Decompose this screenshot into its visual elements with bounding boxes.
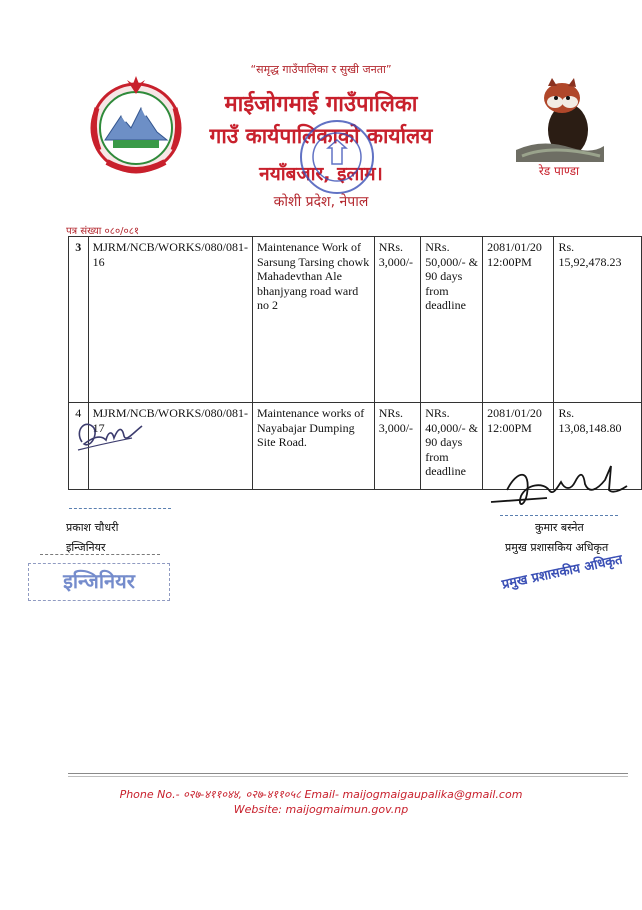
work-description: Maintenance Work of Sarsung Tarsing chowk Mahadevthan Ale bhanjyang road ward no 2 (252, 237, 374, 403)
engineer-name: प्रकाश चौधरी (66, 521, 119, 534)
officer-signature (487, 460, 629, 518)
engineer-title: इन्जिनियर (66, 541, 106, 554)
engineer-signature (72, 412, 148, 460)
motto: “समृद्ध गाउँपालिका र सुखी जनता” (250, 63, 392, 76)
signature-line (500, 515, 618, 516)
office-seal-stamp (298, 118, 376, 196)
submission-deadline: 2081/01/20 12:00PM (483, 403, 554, 490)
officer-title: प्रमुख प्रशासकिय अधिकृत (505, 541, 609, 554)
submission-deadline: 2081/01/20 12:00PM (483, 237, 554, 403)
contract-code: MJRM/NCB/WORKS/080/081-17 (88, 403, 252, 490)
bid-fee: NRs. 3,000/- (374, 403, 421, 490)
cost-estimate: Rs. 13,08,148.80 (554, 403, 642, 490)
work-description: Maintenance works of Nayabajar Dumping Site Road. (252, 403, 374, 490)
cost-estimate: Rs. 15,92,478.23 (554, 237, 642, 403)
red-panda-picture (512, 72, 606, 162)
reference-number: पत्र संख्या ०८०/०८१ (66, 226, 140, 237)
divider (40, 554, 160, 555)
officer-stamp: प्रमुख प्रशासकीय अधिकृत (500, 552, 624, 593)
footer-website: Website: maijogmaimun.gov.np (233, 803, 409, 816)
bid-fee: NRs. 3,000/- (374, 237, 421, 403)
footer-divider (68, 776, 628, 777)
footer-divider (68, 773, 628, 774)
contract-code: MJRM/NCB/WORKS/080/081-16 (88, 237, 252, 403)
province: कोशी प्रदेश, नेपाल (273, 194, 369, 210)
municipality-name: माईजोगमाई गाउँपालिका (224, 92, 418, 117)
table-row (69, 237, 642, 403)
signature-line (69, 508, 171, 509)
footer-contact: Phone No.- ०२७-४११०४४, ०२७-४११०५८ Email- maijogmaigaupalika@gmail.com (119, 788, 523, 801)
nepal-emblem-logo (83, 70, 189, 182)
serial-number: 3 (69, 237, 89, 403)
officer-name: कुमार बस्नेत (535, 521, 584, 534)
bid-security: NRs. 40,000/- & 90 days from deadline (421, 403, 483, 490)
panda-caption: रेड पाण्डा (538, 164, 580, 178)
office-name: गाउँ कार्यपालिकाको कार्यालय (209, 124, 433, 148)
bid-security: NRs. 50,000/- & 90 days from deadline (421, 237, 483, 403)
serial-number: 4 (69, 403, 89, 490)
engineer-stamp: इन्जिनियर (28, 563, 170, 601)
office-location: नयाँबजार, इलाम। (259, 163, 383, 185)
tender-table (68, 236, 642, 490)
